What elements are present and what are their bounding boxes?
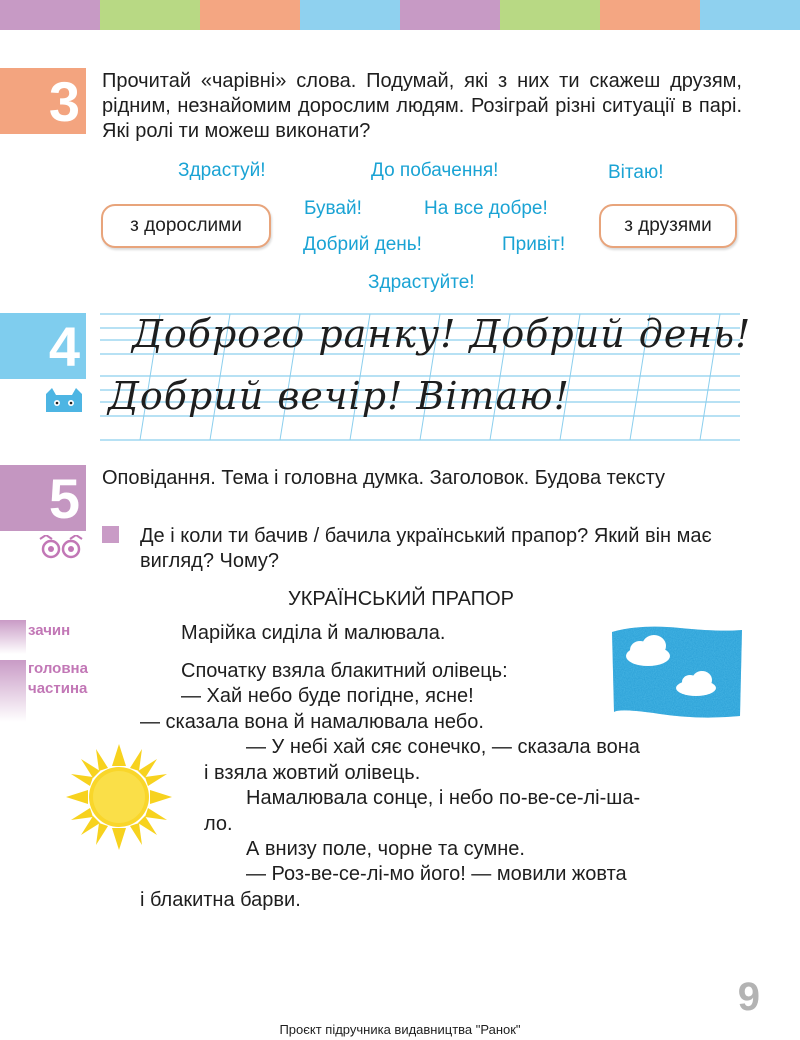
- stripe-segment: [300, 0, 400, 30]
- story-line: — У небі хай сяє сонечко, — сказала вона: [246, 736, 640, 758]
- cat-icon: [42, 386, 86, 414]
- story-line: і блакитна барви.: [140, 889, 301, 911]
- magic-word: Здрастуйте!: [368, 272, 475, 293]
- story-line: — Роз-ве-се-лі-мо його! — мовили жовта: [246, 863, 627, 885]
- exercise-5-heading: Оповідання. Тема і головна думка. Заголовок. Будова тексту: [102, 467, 666, 489]
- cursive-line-2: Добрий вечір! Вітаю!: [108, 374, 570, 418]
- magic-word: Привіт!: [502, 234, 566, 255]
- stripe-segment: [500, 0, 600, 30]
- magic-word: Здрастуй!: [178, 160, 266, 181]
- story-line: Марійка сиділа й малювала.: [181, 622, 446, 644]
- stripe-segment: [200, 0, 300, 30]
- footer-publisher: Проєкт підручника видавництва "Ранок": [279, 1022, 521, 1037]
- label-main-part-1: головна: [28, 660, 88, 677]
- top-color-stripe: [0, 0, 800, 30]
- stripe-segment: [100, 0, 200, 30]
- exercise-3-instruction: Прочитай «чарівні» слова. Подумай, які з них ти скажеш друзям, рідним, незнайомим дорослим людям. Розіграй різні ситуації в парі. Які ролі ти можеш виконати?: [102, 70, 742, 142]
- stripe-segment: [700, 0, 800, 30]
- stripe-segment: [600, 0, 700, 30]
- story-line: — сказала вона й намалювала небо.: [140, 711, 484, 733]
- story-line: і взяла жовтий олівець.: [204, 762, 421, 784]
- exercise-4-number: 4: [0, 313, 86, 379]
- magic-word: Вітаю!: [608, 162, 664, 183]
- cursive-line-1: Доброго ранку! Добрий день!: [132, 312, 752, 356]
- stripe-segment: [400, 0, 500, 30]
- story-title: УКРАЇНСЬКИЙ ПРАПОР: [288, 588, 514, 610]
- exercise-3-number: 3: [0, 68, 86, 134]
- with-adults-pill: з дорослими: [101, 204, 271, 248]
- exercise-5-number: 5: [0, 465, 86, 531]
- magic-word: На все добре!: [424, 198, 548, 219]
- sun-icon: [66, 744, 172, 850]
- label-beginning: зачин: [28, 622, 71, 639]
- page-number: 9: [737, 975, 760, 1019]
- sky-drawing: [610, 624, 744, 720]
- story-line: ло.: [204, 813, 233, 835]
- story-line: Намалювала сонце, і небо по-ве-се-лі-ша-: [246, 787, 641, 809]
- label-main-part-2: частина: [28, 680, 88, 697]
- story-line: — Хай небо буде погідне, ясне!: [181, 685, 474, 707]
- bullet-square: [102, 526, 119, 543]
- exercise-5-question: Де і коли ти бачив / бачила український прапор? Який він має вигляд? Чому?: [140, 525, 712, 572]
- stripe-segment: [0, 0, 100, 30]
- magic-word: Добрий день!: [303, 234, 422, 255]
- with-friends-pill: з друзями: [599, 204, 737, 248]
- story-line: Спочатку взяла блакитний олівець:: [181, 660, 508, 682]
- owl-eyes-icon: [38, 535, 84, 559]
- magic-word: Бувай!: [304, 198, 362, 219]
- magic-word: До побачення!: [371, 160, 499, 181]
- story-line: А внизу поле, чорне та сумне.: [246, 838, 525, 860]
